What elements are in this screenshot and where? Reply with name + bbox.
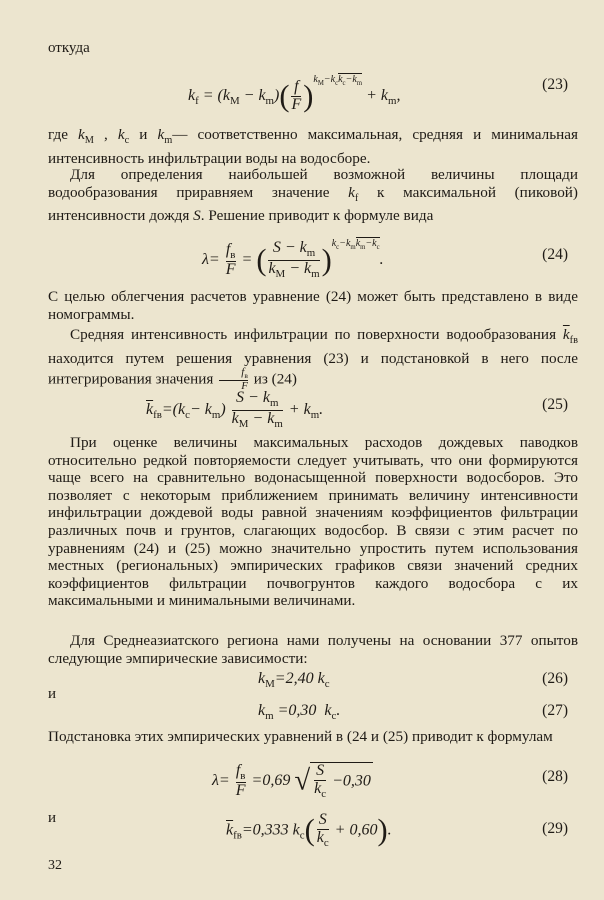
equation-26-formula: $k_М=2,40$ $k_c$ bbox=[258, 670, 330, 691]
equation-24-formula: λ= $\frac{f_в}{F}$ = ( $\frac{S - k_m}{k_М - k_m}$ )$k_c-k_mk_m-k_c$. bbox=[202, 238, 384, 281]
equation-25-formula: $\overline{k}_{fв}=(k_c- k_m)$ $\frac{S - k_m}{k_М - k_m}$ + $k_m$. bbox=[146, 389, 324, 430]
equation-24 bbox=[0, 232, 604, 281]
paragraph-4: Средняя интенсивность инфильтрации по поверхности водообразования $\overline{k}_{fв}$ находится путем решения уравнения (23) и подстановкой в него после интегрирования значения $\frac{f_в}{F}$ из (24) bbox=[48, 326, 578, 393]
intro-word: откуда bbox=[48, 40, 90, 56]
equation-25 bbox=[0, 384, 604, 430]
paragraph-5: При оценке величины максимальных расходов дождевых паводков относительно редкой повторяемости следует учитывать, что они формируются чаще всего на сравнительно водонасыщенной поверхности водосборов. Это позволяет с некоторым приближением принимать величину интенсивности инфильтрации дождевой воды равной значениям коэффициентов фильтрации различных почв и грунтов, слагающих водосбор. В связи с этим расчет по уравнениям (24) и (25) можно значительно упростить путем использования местных (региональных) эмпирических графиков связи значений средних коэффициентов фильтрации почвогрунтов каждого водосбора с их максимальными и минимальными величинами. bbox=[48, 434, 578, 610]
paragraph-6: Для Среднеазиатского региона нами получены на основании 377 опытов следующие эмпирические зависимости: bbox=[48, 632, 578, 667]
conjunction-and-1: и bbox=[48, 686, 57, 702]
paragraph-2: Для определения наибольшей возможной величины площади водообразования приравняем значение $k_f$ к максимальной (пиковой) интенсивности дождя S. Решение приводит к формуле вида bbox=[48, 166, 578, 225]
equation-27-number: (27) bbox=[542, 702, 568, 719]
equation-29-number: (29) bbox=[542, 820, 568, 837]
paragraph-1: где $k_М$ , $k_с$ и $k_m—$ соответственно максимальная, средняя и минимальная интенсивность инфильтрации воды на водосборе. bbox=[48, 126, 578, 167]
equation-29 bbox=[0, 810, 604, 850]
equation-28-formula: λ= $\frac{f_в}{F}$ =0,69 √ $\frac{S}{k_c}$ −0,30 bbox=[212, 761, 371, 800]
paragraph-3: С целью облегчения расчетов уравнение (24) может быть представлено в виде номограммы. bbox=[48, 288, 578, 323]
conjunction-and-2: и bbox=[48, 810, 57, 826]
paragraph-7: Подстановка этих эмпирических уравнений в (24 и (25) приводит к формулам bbox=[48, 728, 553, 745]
equation-24-number: (24) bbox=[542, 246, 568, 263]
equation-23 bbox=[0, 62, 604, 113]
equation-28-number: (28) bbox=[542, 768, 568, 785]
equation-26-number: (26) bbox=[542, 670, 568, 687]
equation-23-number: (23) bbox=[542, 76, 568, 93]
equation-25-number: (25) bbox=[542, 396, 568, 413]
equation-29-formula: $\overline{k}_{fв}=0,333$ $k_c$( $\frac{S}{k_c}$ + 0,60). bbox=[226, 811, 392, 849]
equation-23-formula: $k_f = (k_М - k_m)$( $\frac{f}{F}$ )$k_М-k_ck_c-k_m + k_m$, bbox=[188, 74, 401, 113]
equation-27-formula: $k_m =0,30$ $k_c$. bbox=[258, 702, 341, 723]
equation-28 bbox=[0, 758, 604, 798]
page-number: 32 bbox=[48, 858, 62, 873]
